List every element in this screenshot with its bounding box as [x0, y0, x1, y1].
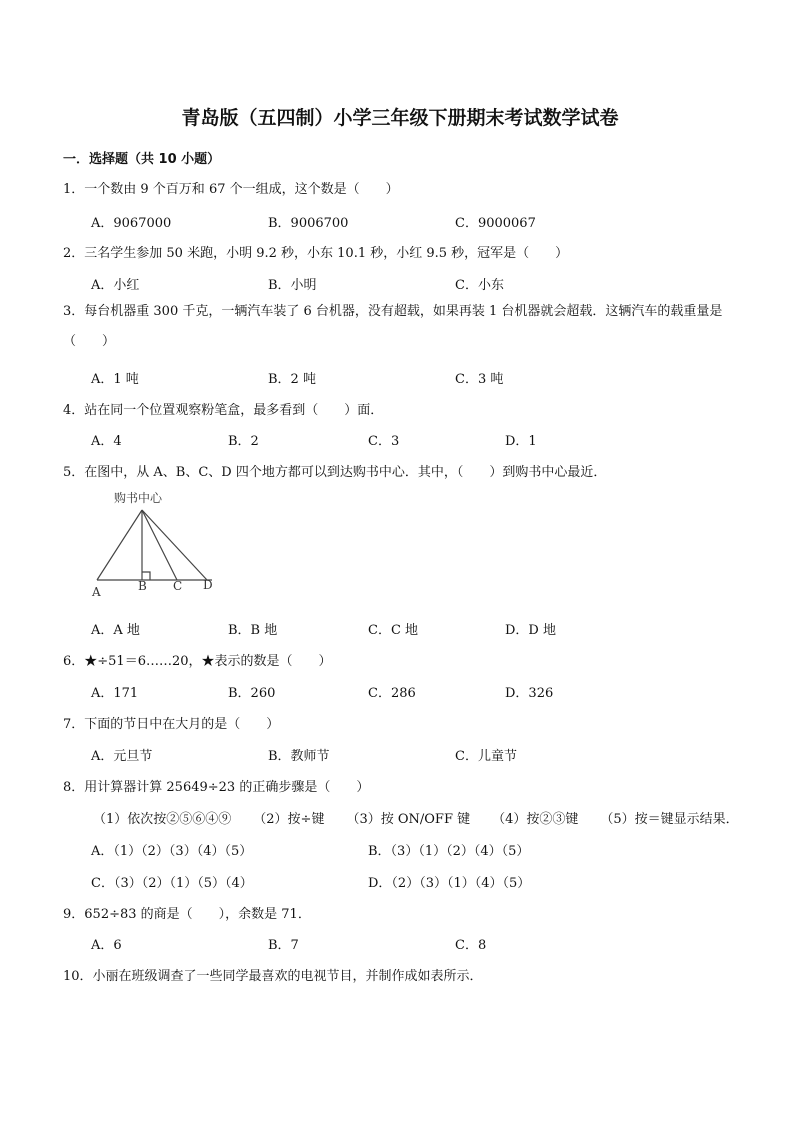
point-b-label: B: [138, 579, 147, 593]
q5-option-c: C．C 地: [368, 623, 419, 638]
question-10-stem: 10．小丽在班级调查了一些同学最喜欢的电视节目，并制作成如表所示．: [63, 969, 483, 984]
q9-option-b: B．7: [268, 938, 299, 953]
q2-option-a: A．小红: [91, 278, 140, 293]
q8-step-3: （3）按 ON/OFF 键: [346, 812, 471, 827]
q5-option-d: D．D 地: [505, 623, 556, 638]
shopping-center-figure: [88, 488, 218, 600]
q8-step-1: （1）依次按②⑤⑥④⑨: [93, 812, 232, 827]
q1-option-a: A．9067000: [91, 216, 172, 231]
q5-option-a: A．A 地: [91, 623, 140, 638]
q9-option-c: C．8: [455, 938, 487, 953]
question-4-stem: 4．站在同一个位置观察粉笔盒，最多看到（ ）面．: [63, 403, 384, 418]
q2-option-c: C．小东: [455, 278, 504, 293]
page-title: 青岛版（五四制）小学三年级下册期末考试数学试卷: [181, 107, 619, 129]
q3-option-c: C．3 吨: [455, 372, 504, 387]
q4-option-d: D．1: [505, 434, 537, 449]
q3-option-a: A．1 吨: [91, 372, 139, 387]
q7-option-c: C．儿童节: [455, 749, 517, 764]
q4-option-c: C．3: [368, 434, 400, 449]
q8-option-c: C．（3）（2）（1）（5）（4）: [91, 876, 253, 891]
question-3-stem: 3．每台机器重 300 千克，一辆汽车装了 6 台机器，没有超载，如果再装 1 台机器就会超载．这辆汽车的载重量是（ ）: [63, 304, 723, 349]
q6-option-c: C．286: [368, 686, 416, 701]
q6-option-d: D．326: [505, 686, 554, 701]
q1-option-b: B．9006700: [268, 216, 349, 231]
question-1-stem: 1．一个数由 9 个百万和 67 个一组成，这个数是（ ）: [63, 182, 399, 197]
q8-option-d: D．（2）（3）（1）（4）（5）: [368, 876, 531, 891]
q7-option-a: A．元旦节: [91, 749, 153, 764]
q6-option-b: B．260: [228, 686, 276, 701]
point-c-label: C: [173, 579, 183, 593]
q8-step-4: （4）按②③键: [492, 812, 579, 827]
q9-option-a: A．6: [91, 938, 122, 953]
question-5-stem: 5．在图中，从 A、B、C、D 四个地方都可以到达购书中心．其中，（ ）到购书中心最近．: [63, 465, 607, 480]
q3-option-b: B．2 吨: [268, 372, 316, 387]
q6-option-a: A．171: [91, 686, 139, 701]
question-8-stem: 8．用计算器计算 25649÷23 的正确步骤是（ ）: [63, 780, 370, 795]
question-2-stem: 2．三名学生参加 50 米跑，小明 9.2 秒，小东 10.1 秒，小红 9.5 秒，冠军是（ ）: [63, 246, 569, 261]
question-7-stem: 7．下面的节日中在大月的是（ ）: [63, 717, 280, 732]
q8-step-5: （5）按＝键显示结果．: [600, 812, 739, 827]
q8-steps: [93, 808, 761, 827]
q1-option-c: C．9000067: [455, 216, 536, 231]
q8-option-b: B．（3）（1）（2）（4）（5）: [368, 844, 530, 859]
figure-top-label: 购书中心: [114, 491, 163, 505]
question-9-stem: 9．652÷83 的商是（ ），余数是 71．: [63, 907, 311, 922]
question-6-stem: 6．★÷51＝6……20，★表示的数是（ ）: [63, 654, 332, 669]
q8-option-a: A．（1）（2）（3）（4）（5）: [91, 844, 253, 859]
point-a-label: A: [92, 585, 101, 599]
section-heading: 一．选择题（共 10 小题）: [63, 152, 221, 167]
q2-option-b: B．小明: [268, 278, 317, 293]
q4-option-b: B．2: [228, 434, 259, 449]
q7-option-b: B．教师节: [268, 749, 330, 764]
q4-option-a: A．4: [91, 434, 122, 449]
point-d-label: D: [203, 578, 213, 592]
q8-step-2: （2）按÷键: [253, 812, 325, 827]
q5-option-b: B．B 地: [228, 623, 278, 638]
